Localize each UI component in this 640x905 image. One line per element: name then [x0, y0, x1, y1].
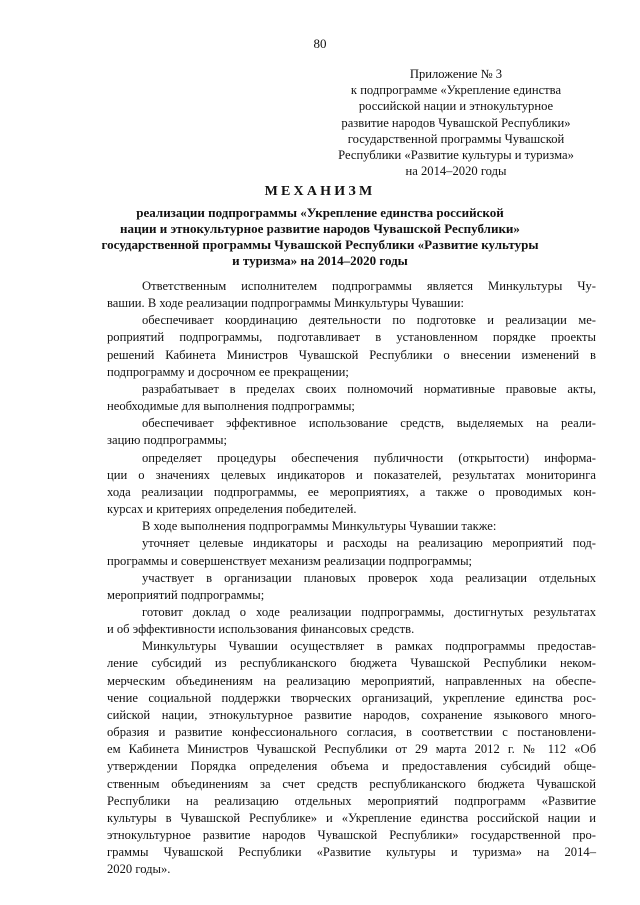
appendix-line: Республики «Развитие культуры и туризма» [338, 148, 574, 163]
body-line: определяет процедуры обеспечения публичности (открытости) информа- [142, 450, 596, 465]
body-line: роприятий подпрограммы, подготавливает в установленном порядке проекты [107, 330, 596, 345]
body-line: обеспечивает эффективное использование средств, выделяемых на реали- [142, 416, 596, 431]
body-line: образия и развитие конфессионального согласия, в соответствии с постановлени- [107, 725, 596, 740]
body-line: Республики на реализацию отдельных мероприятий подпрограмм «Развитие [107, 793, 596, 808]
appendix-line: развитие народов Чувашской Республики» [341, 115, 571, 130]
body-line: ции о значениях целевых индикаторов и показателей, результатах мониторинга [107, 467, 596, 482]
page-number: 80 [313, 36, 327, 51]
body-line: Минкультуры Чувашии осуществляет в рамках подпрограммы предостав- [142, 639, 596, 654]
body-line: обеспечивает координацию деятельности по подготовке и реализации ме- [142, 313, 596, 328]
body-line: участвует в организации плановых проверок хода реализации отдельных [142, 570, 596, 585]
body-line: 2020 годы». [107, 862, 171, 877]
body-line: курсах и критериях определения победителей. [107, 502, 357, 517]
appendix-line: к подпрограмме «Укрепление единства [350, 83, 562, 98]
appendix-line: государственной программы Чувашской [347, 131, 565, 146]
body-line: зацию подпрограммы; [107, 433, 227, 448]
document-heading [100, 184, 540, 269]
body-line: сийской нации, этнокультурное развитие народов, сохранение языкового много- [107, 707, 596, 722]
body-line: граммы Чувашской Республики «Развитие культуры и туризма» на 2014– [107, 845, 596, 860]
body-line: Ответственным исполнителем подпрограммы является Минкультуры Чу- [142, 279, 596, 293]
body-line: готовит доклад о ходе реализации подпрограммы, достигнутых результатах [142, 604, 596, 619]
appendix-line: российской нации и этнокультурное [358, 99, 554, 114]
body-line: подпрограмму и досрочном ее прекращении; [107, 364, 349, 379]
subtitle-line: реализации подпрограммы «Укрепление единства российской [136, 205, 504, 220]
body-line: чение социальной поддержки творческих организаций, укрепление единства рос- [107, 690, 596, 705]
subtitle-line: нации и этнокультурное развитие народов Чувашской Республики» [120, 221, 520, 236]
body-line: необходимые для выполнения подпрограммы; [107, 399, 355, 414]
body-line: уточняет целевые индикаторы и расходы на реализацию мероприятий под- [142, 536, 596, 551]
body-line: хода реализации подпрограммы, ее мероприятиях, а также о проводимых кон- [107, 484, 596, 499]
body-line: решений Кабинета Министров Чувашской Республики о внесении изменений в [107, 347, 596, 362]
appendix-line: Приложение № 3 [409, 67, 503, 81]
body-line: культуры в Чувашской Республике» и «Укрепление единства российской нации и [107, 810, 596, 825]
body-line: В ходе выполнения подпрограммы Минкультуры Чувашии также: [142, 519, 497, 534]
body-line: ление субсидий из республиканского бюджета Чувашской Республики неком- [107, 656, 596, 671]
document-title: МЕХАНИЗМ [264, 184, 376, 199]
body-line: этнокультурное развитие народов Чувашской Республики» государственной про- [107, 828, 596, 842]
subtitle-line: и туризма» на 2014–2020 годы [232, 253, 408, 268]
body-line: ственным объединениям за счет средств республиканского бюджета Чувашской [107, 776, 596, 791]
body-text [107, 278, 596, 878]
body-line: мерческим объединениям на реализацию мероприятий, направленных на обеспе- [107, 673, 596, 688]
body-line: утверждении Порядка определения объема и предоставления субсидий обще- [107, 759, 596, 774]
appendix-line: на 2014–2020 годы [405, 164, 507, 179]
subtitle-line: государственной программы Чувашской Республики «Развитие культуры [101, 237, 539, 252]
body-line: программы и совершенствует механизм реализации подпрограммы; [107, 553, 473, 568]
document-subtitle [100, 205, 540, 269]
body-line: и об эффективности использования финансовых средств. [107, 622, 415, 637]
body-line: мероприятий подпрограммы; [107, 587, 265, 602]
body-line: разрабатывает в пределах своих полномочий нормативные правовые акты, [142, 381, 596, 396]
appendix-header [318, 66, 594, 179]
body-line: ем Кабинета Министров Чувашской Республики от 29 марта 2012 г. № 112 «Об [107, 742, 596, 757]
body-line: вашии. В ходе реализации подпрограммы Минкультуры Чувашии: [107, 296, 464, 311]
